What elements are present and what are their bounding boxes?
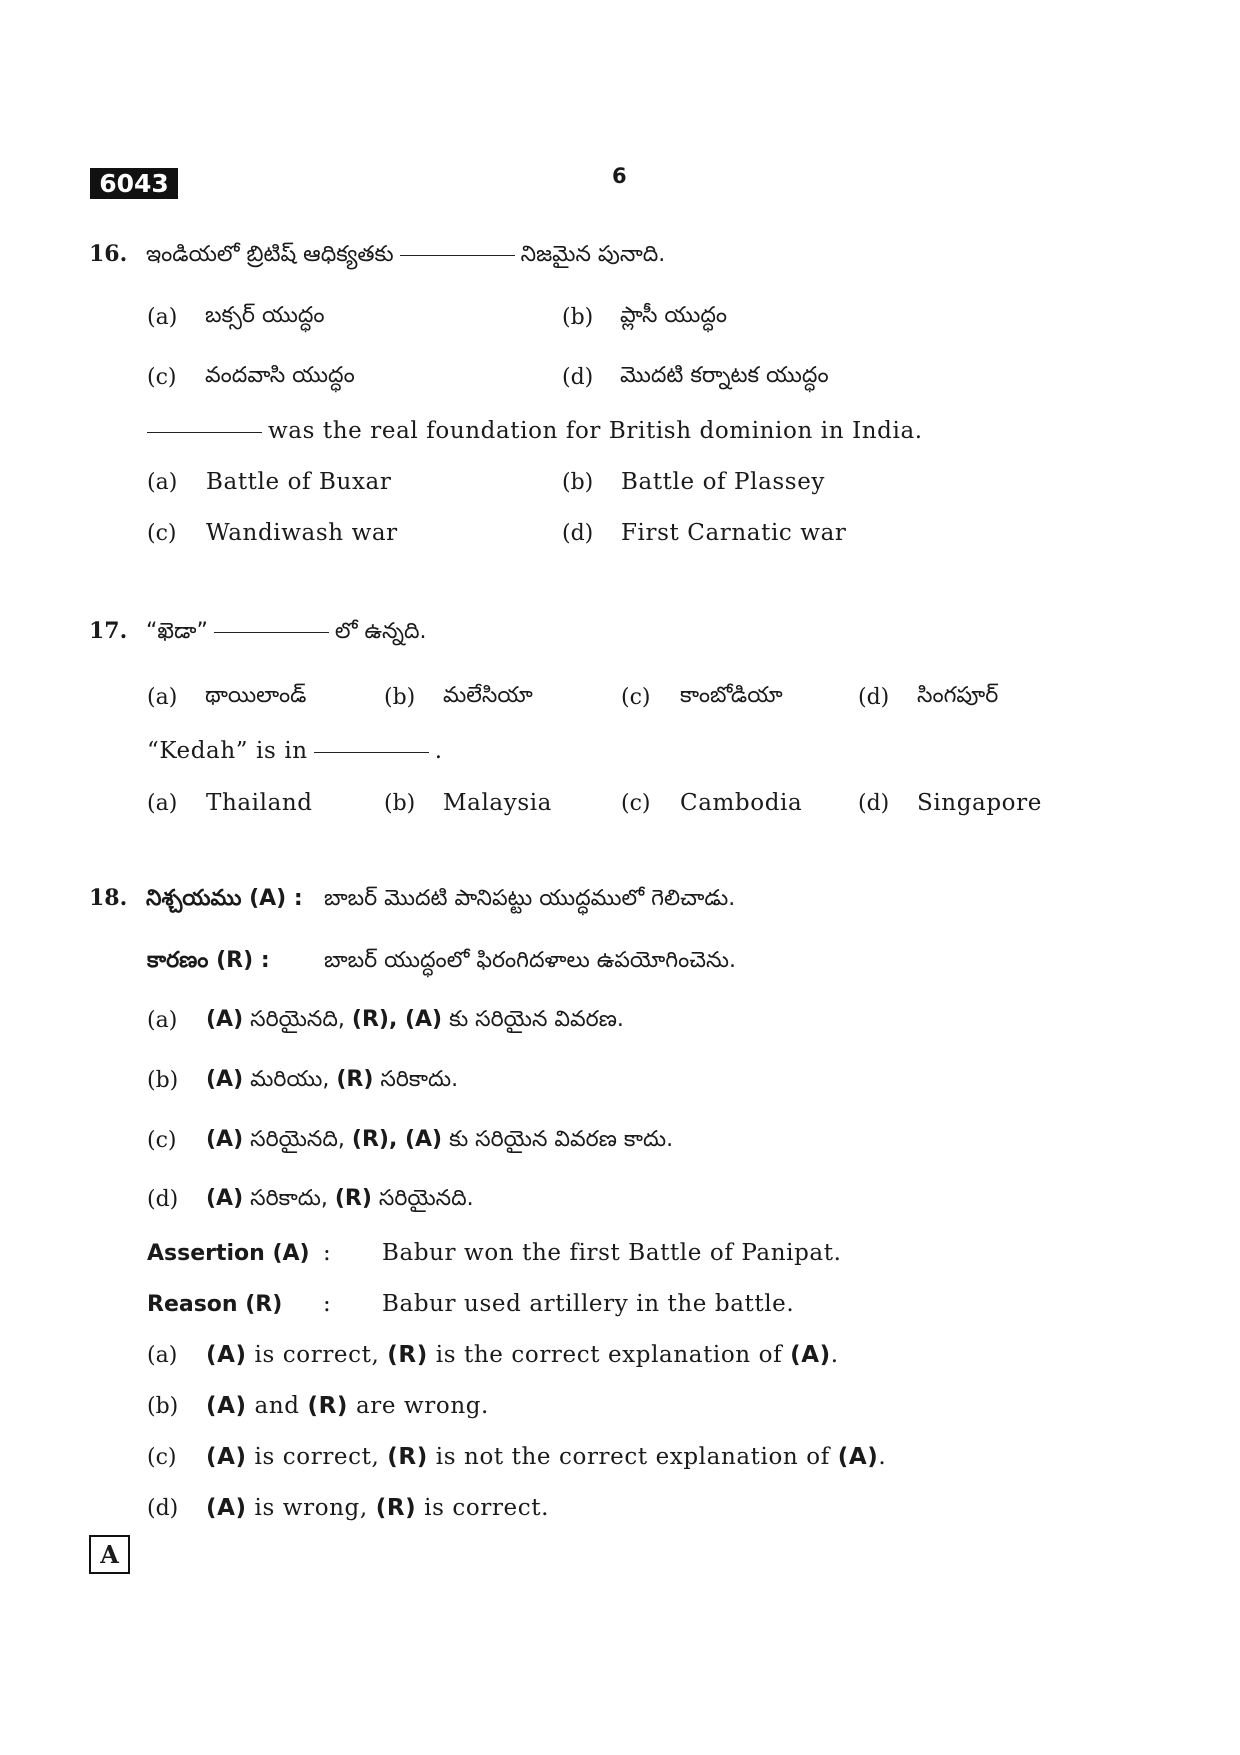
q17-en-option-b: Malaysia <box>443 790 552 816</box>
q18-en-option-b <box>206 1393 489 1419</box>
q18-te-option-b-label: (b) <box>147 1068 179 1093</box>
q18-te-option-d <box>206 1186 474 1216</box>
reason-ref: (R) <box>387 1342 428 1368</box>
paper-code-badge: 6043 <box>90 168 178 199</box>
q18-en-assertion: Babur won the first Battle of Panipat. <box>382 1240 842 1266</box>
option-text: are wrong. <box>348 1393 489 1419</box>
question-18-number: 18. <box>89 885 128 911</box>
q17-en-end: . <box>434 738 443 764</box>
answer-blank <box>400 254 515 256</box>
q18-te-option-b <box>206 1067 458 1097</box>
q18-en-option-a <box>206 1342 839 1368</box>
q17-en-option-a-label: (a) <box>147 791 178 816</box>
q17-en-option-c: Cambodia <box>680 790 803 816</box>
q18-en-option-d-label: (d) <box>147 1496 179 1521</box>
option-text: సరికాదు. <box>373 1067 459 1092</box>
option-text: is correct, <box>246 1342 388 1368</box>
reason-ref: (R) <box>307 1393 349 1419</box>
q16-te-option-b-label: (b) <box>562 305 594 330</box>
q16-te-option-c-label: (c) <box>147 365 177 390</box>
option-text: సరికాదు, <box>243 1186 335 1211</box>
q17-te-option-d-label: (d) <box>858 685 890 710</box>
q16-te-option-b: ప్లాసీ యుద్ధం <box>620 303 728 328</box>
q16-en-option-b-label: (b) <box>562 470 594 495</box>
q18-te-reason: బాబర్ యుద్ధంలో ఫిరంగిదళాలు ఉపయోగించెను. <box>324 948 737 973</box>
option-text: సరియైనది, <box>243 1127 352 1152</box>
q18-en-option-b-label: (b) <box>147 1394 179 1419</box>
q16-en-option-a: Battle of Buxar <box>206 469 392 495</box>
assertion-ref: (A) <box>790 1342 831 1368</box>
option-text: కు సరియైన వివరణ. <box>442 1007 624 1032</box>
option-text: is wrong, <box>246 1495 376 1521</box>
q17-te-option-d: సింగపూర్ <box>917 683 999 708</box>
question-17-telugu-stem <box>146 619 427 649</box>
q18-en-option-c-label: (c) <box>147 1445 177 1470</box>
q18-en-assertion-label: Assertion (A) <box>147 1241 310 1266</box>
q18-en-reason: Babur used artillery in the battle. <box>382 1291 795 1317</box>
assertion-ref: (A) <box>206 1127 244 1152</box>
question-16-number: 16. <box>89 241 128 267</box>
assertion-ref: (A) <box>206 1007 244 1032</box>
q16-en-after: was the real foundation for British dominion in India. <box>268 418 923 444</box>
q18-te-option-c <box>206 1127 673 1157</box>
answer-blank <box>214 631 329 633</box>
q18-te-assertion: బాబర్ మొదటి పానిపట్టు యుద్ధములో గెలిచాడు. <box>324 886 736 911</box>
reason-ref: (R) <box>336 1067 374 1092</box>
q18-te-reason-label: కారణం (R) : <box>147 948 270 973</box>
option-text: కు సరియైన వివరణ కాదు. <box>442 1127 674 1152</box>
option-text: is correct. <box>416 1495 549 1521</box>
q18-te-option-c-label: (c) <box>147 1128 177 1153</box>
reason-ref: (R), (A) <box>351 1007 443 1032</box>
answer-blank <box>147 431 262 433</box>
q18-en-reason-colon: : <box>323 1291 332 1317</box>
q17-en-option-d-label: (d) <box>858 791 890 816</box>
q16-te-before: ఇండియలో బ్రిటిష్ ఆధిక్యతకు <box>146 242 394 267</box>
reason-ref: (R) <box>387 1444 428 1470</box>
option-text: and <box>246 1393 308 1419</box>
assertion-ref: (A) <box>206 1444 247 1470</box>
page-number: 6 <box>612 164 627 188</box>
q17-te-option-a: థాయిలాండ్ <box>205 683 307 708</box>
q18-te-assertion-label: నిశ్చయము (A) : <box>146 886 303 911</box>
assertion-ref: (A) <box>206 1186 244 1211</box>
q17-en-option-a: Thailand <box>206 790 313 816</box>
q16-te-option-a-label: (a) <box>147 305 178 330</box>
q16-te-option-d: మొదటి కర్నాటక యుద్ధం <box>620 363 829 388</box>
q17-te-after: లో ఉన్నది. <box>334 619 427 644</box>
question-16-english-stem <box>147 418 923 444</box>
q17-en-option-b-label: (b) <box>384 791 416 816</box>
q16-en-option-c: Wandiwash war <box>206 520 398 546</box>
q18-te-option-a <box>206 1007 624 1037</box>
q18-en-option-d <box>206 1495 549 1521</box>
version-box: A <box>89 1535 130 1574</box>
q17-te-option-a-label: (a) <box>147 685 178 710</box>
q18-te-option-d-label: (d) <box>147 1187 179 1212</box>
q16-te-option-a: బక్సర్ యుద్ధం <box>205 303 325 328</box>
reason-ref: (R), (A) <box>351 1127 443 1152</box>
question-17-number: 17. <box>89 618 128 644</box>
q17-te-option-c: కాంబోడియా <box>680 683 783 708</box>
q17-te-option-b-label: (b) <box>384 685 416 710</box>
option-text: సరియైనది, <box>243 1007 352 1032</box>
q16-en-option-c-label: (c) <box>147 521 177 546</box>
q17-en-option-d: Singapore <box>917 790 1042 816</box>
q16-te-after: నిజమైన పునాది. <box>520 242 666 267</box>
option-text: సరియైనది. <box>371 1186 474 1211</box>
option-text: is not the correct explanation of <box>427 1444 838 1470</box>
q18-en-assertion-colon: : <box>323 1240 332 1266</box>
q18-te-option-a-label: (a) <box>147 1008 178 1033</box>
option-text: . <box>830 1342 839 1368</box>
assertion-ref: (A) <box>206 1495 247 1521</box>
assertion-ref: (A) <box>206 1393 247 1419</box>
q18-en-reason-label: Reason (R) <box>147 1292 283 1317</box>
q16-en-option-b: Battle of Plassey <box>621 469 826 495</box>
answer-blank <box>314 751 429 753</box>
q16-te-option-c: వందవాసి యుద్ధం <box>205 363 355 388</box>
reason-ref: (R) <box>375 1495 417 1521</box>
q18-en-option-a-label: (a) <box>147 1343 178 1368</box>
q16-en-option-d-label: (d) <box>562 521 594 546</box>
option-text: is correct, <box>246 1444 388 1470</box>
question-16-telugu-stem <box>146 242 665 272</box>
q17-en-before: “Kedah” is in <box>147 738 308 764</box>
q18-en-option-c <box>206 1444 886 1470</box>
q16-en-option-a-label: (a) <box>147 470 178 495</box>
option-text: is the correct explanation of <box>427 1342 791 1368</box>
q17-en-option-c-label: (c) <box>621 791 651 816</box>
reason-ref: (R) <box>334 1186 372 1211</box>
q17-te-option-b: మలేసియా <box>443 683 533 708</box>
q16-te-option-d-label: (d) <box>562 365 594 390</box>
assertion-ref: (A) <box>206 1342 247 1368</box>
option-text: . <box>878 1444 887 1470</box>
option-text: మరియు, <box>243 1067 337 1092</box>
q16-en-option-d: First Carnatic war <box>621 520 847 546</box>
assertion-ref: (A) <box>206 1067 244 1092</box>
q17-te-option-c-label: (c) <box>621 685 651 710</box>
assertion-ref: (A) <box>837 1444 879 1470</box>
q17-te-before: “ఖెడా” <box>146 619 208 644</box>
question-17-english-stem <box>147 738 443 764</box>
